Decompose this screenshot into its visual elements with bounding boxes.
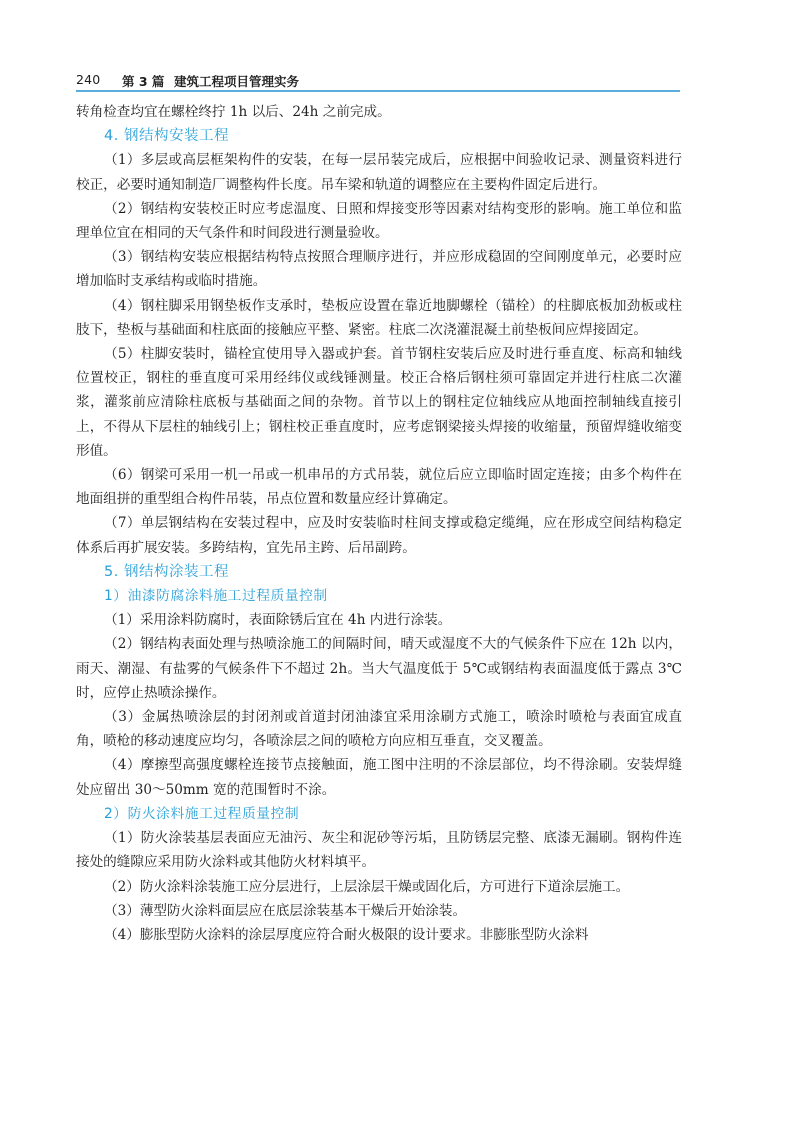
paragraph: （3）钢结构安装应根据结构特点按照合理顺序进行，并应形成稳固的空间刚度单元，必要时应增加临时支承结构或临时措施。 bbox=[76, 249, 682, 290]
header-divider bbox=[76, 90, 680, 92]
running-header bbox=[76, 69, 680, 91]
section-heading: 4. 钢结构安装工程 bbox=[104, 128, 229, 145]
page-body bbox=[76, 100, 682, 947]
paragraph: （4）膨胀型防火涂料的涂层厚度应符合耐火极限的设计要求。非膨胀型防火涂料 bbox=[104, 926, 589, 943]
paragraph: （6）钢梁可采用一机一吊或一机串吊的方式吊装，就位后应立即临时固定连接；由多个构件在地面组拼的重型组合构件吊装，吊点位置和数量应经计算确定。 bbox=[76, 467, 682, 508]
paragraph: （1）多层或高层框架构件的安装，在每一层吊装完成后，应根据中间验收记录、测量资料进行校正，必要时通知制造厂调整构件长度。吊车梁和轨道的调整应在主要构件固定后进行。 bbox=[76, 152, 682, 193]
paragraph: （4）摩擦型高强度螺栓连接节点接触面，施工图中注明的不涂层部位，均不得涂刷。安装焊缝处应留出 30～50mm 宽的范围暂时不涂。 bbox=[76, 757, 682, 798]
paragraph: （4）钢柱脚采用钢垫板作支承时，垫板应设置在靠近地脚螺栓（锚栓）的柱脚底板加劲板或柱肢下，垫板与基础面和柱底面的接触应平整、紧密。柱底二次浇灌混凝土前垫板间应焊接固定。 bbox=[76, 297, 682, 338]
page-number: 240 bbox=[76, 72, 101, 87]
paragraph: （7）单层钢结构在安装过程中，应及时安装临时柱间支撑或稳定缆绳，应在形成空间结构稳定体系后再扩展安装。多跨结构，宜先吊主跨、后吊副跨。 bbox=[76, 515, 682, 556]
subsection-heading: 2）防火涂料施工过程质量控制 bbox=[104, 805, 300, 822]
paragraph: （1）采用涂料防腐时，表面除锈后宜在 4h 内进行涂装。 bbox=[104, 612, 452, 629]
paragraph: 转角检查均宜在螺栓终拧 1h 以后、24h 之前完成。 bbox=[76, 104, 391, 120]
part-label: 第 3 篇 bbox=[122, 74, 165, 89]
subsection-heading: 1）油漆防腐涂料施工过程质量控制 bbox=[104, 588, 328, 605]
paragraph: （1）防火涂装基层表面应无油污、灰尘和泥砂等污垢，且防锈层完整、底漆无漏刷。钢构件连接处的缝隙应采用防火涂料或其他防火材料填平。 bbox=[76, 830, 682, 871]
paragraph: （2）防火涂料涂装施工应分层进行，上层涂层干燥或固化后，方可进行下道涂层施工。 bbox=[104, 878, 630, 895]
paragraph: （2）钢结构表面处理与热喷涂施工的间隔时间，晴天或湿度不大的气候条件下应在 12h 以内，雨天、潮湿、有盐雾的气候条件下不超过 2h。当大气温度低于 5℃或钢结构表面温度低于露点 3℃时，应停止热喷涂操作。 bbox=[76, 636, 682, 701]
book-title: 建筑工程项目管理实务 bbox=[174, 74, 300, 89]
paragraph: （5）柱脚安装时，锚栓宜使用导入器或护套。首节钢柱安装后应及时进行垂直度、标高和轴线位置校正，钢柱的垂直度可采用经纬仪或线锤测量。校正合格后钢柱须可靠固定并进行柱底二次灌浆，灌浆前应清除柱底板与基础面之间的杂物。首节以上的钢柱定位轴线应从地面控制轴线直接引上，不得从下层柱的轴线引上；钢柱校正垂直度时，应考虑钢梁接头焊接的收缩量，预留焊缝收缩变形值。 bbox=[76, 346, 682, 459]
section-heading: 5. 钢结构涂装工程 bbox=[104, 563, 229, 580]
paragraph: （3）薄型防火涂料面层应在底层涂装基本干燥后开始涂装。 bbox=[104, 902, 467, 919]
paragraph: （2）钢结构安装校正时应考虑温度、日照和焊接变形等因素对结构变形的影响。施工单位和监理单位宜在相同的天气条件和时间段进行测量验收。 bbox=[76, 200, 682, 242]
paragraph: （3）金属热喷涂层的封闭剂或首道封闭油漆宜采用涂刷方式施工，喷涂时喷枪与表面宜成直角，喷枪的移动速度应均匀，各喷涂层之间的喷枪方向应相互垂直，交叉覆盖。 bbox=[76, 709, 682, 750]
